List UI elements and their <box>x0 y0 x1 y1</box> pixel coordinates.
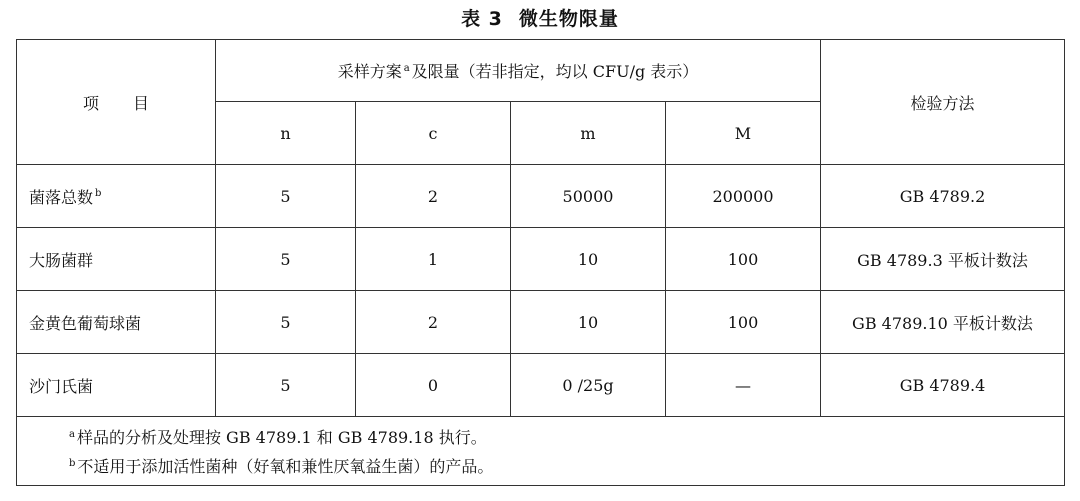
header-sampling-plan <box>216 40 821 102</box>
header-row <box>17 40 1065 102</box>
row-M: 100 <box>666 291 821 354</box>
header-method: 检验方法 <box>821 40 1065 165</box>
row-n: 5 <box>216 291 356 354</box>
row-c: 0 <box>356 354 511 417</box>
footnote-b <box>67 452 1064 481</box>
table-row <box>17 291 1065 354</box>
row-method: GB 4789.4 <box>821 354 1065 417</box>
notes-row <box>17 417 1065 486</box>
header-item-char2: 目 <box>133 93 150 113</box>
row-n: 5 <box>216 165 356 228</box>
row-c: 1 <box>356 228 511 291</box>
header-item-char1: 项 <box>82 93 99 113</box>
subheader-M: M <box>666 102 821 165</box>
footnote-marker: b <box>69 457 76 469</box>
row-M: 200000 <box>666 165 821 228</box>
table-row <box>17 354 1065 417</box>
row-item-footnote-marker: b <box>95 188 102 200</box>
footnotes <box>17 417 1065 486</box>
footnote-text: 不适用于添加活性菌种（好氧和兼性厌氧益生菌）的产品。 <box>77 457 494 476</box>
row-method: GB 4789.3 平板计数法 <box>821 228 1065 291</box>
table-number: 表 3 <box>461 8 503 30</box>
row-n: 5 <box>216 354 356 417</box>
row-c: 2 <box>356 165 511 228</box>
row-item <box>17 354 216 417</box>
row-n: 5 <box>216 228 356 291</box>
row-method: GB 4789.10 平板计数法 <box>821 291 1065 354</box>
row-item <box>17 291 216 354</box>
row-M: 100 <box>666 228 821 291</box>
row-c: 2 <box>356 291 511 354</box>
row-m: 10 <box>511 291 666 354</box>
microbial-limits-table <box>16 39 1065 486</box>
row-item-name: 沙门氏菌 <box>29 376 94 396</box>
row-m: 50000 <box>511 165 666 228</box>
subheader-c: c <box>356 102 511 165</box>
row-item-name: 菌落总数 <box>29 187 94 207</box>
row-item <box>17 165 216 228</box>
footnote-text: 样品的分析及处理按 GB 4789.1 和 GB 4789.18 执行。 <box>76 428 487 447</box>
row-m: 0 /25g <box>511 354 666 417</box>
row-M: — <box>666 354 821 417</box>
row-item <box>17 228 216 291</box>
row-method: GB 4789.2 <box>821 165 1065 228</box>
footnote-marker: a <box>69 428 75 440</box>
table-title-text: 微生物限量 <box>518 8 619 30</box>
row-item-name: 金黄色葡萄球菌 <box>29 313 142 333</box>
sampling-label: 采样方案 <box>337 62 402 81</box>
subheader-m: m <box>511 102 666 165</box>
table-row <box>17 228 1065 291</box>
table-row <box>17 165 1065 228</box>
row-item-name: 大肠菌群 <box>29 250 94 270</box>
subheader-n: n <box>216 102 356 165</box>
row-m: 10 <box>511 228 666 291</box>
sampling-label-rest: 及限量（若非指定，均以 CFU/g 表示） <box>411 62 699 81</box>
footnote-a <box>67 423 1064 452</box>
sampling-footnote-marker: a <box>403 62 410 74</box>
header-item <box>17 40 216 165</box>
table-title <box>0 6 1080 32</box>
